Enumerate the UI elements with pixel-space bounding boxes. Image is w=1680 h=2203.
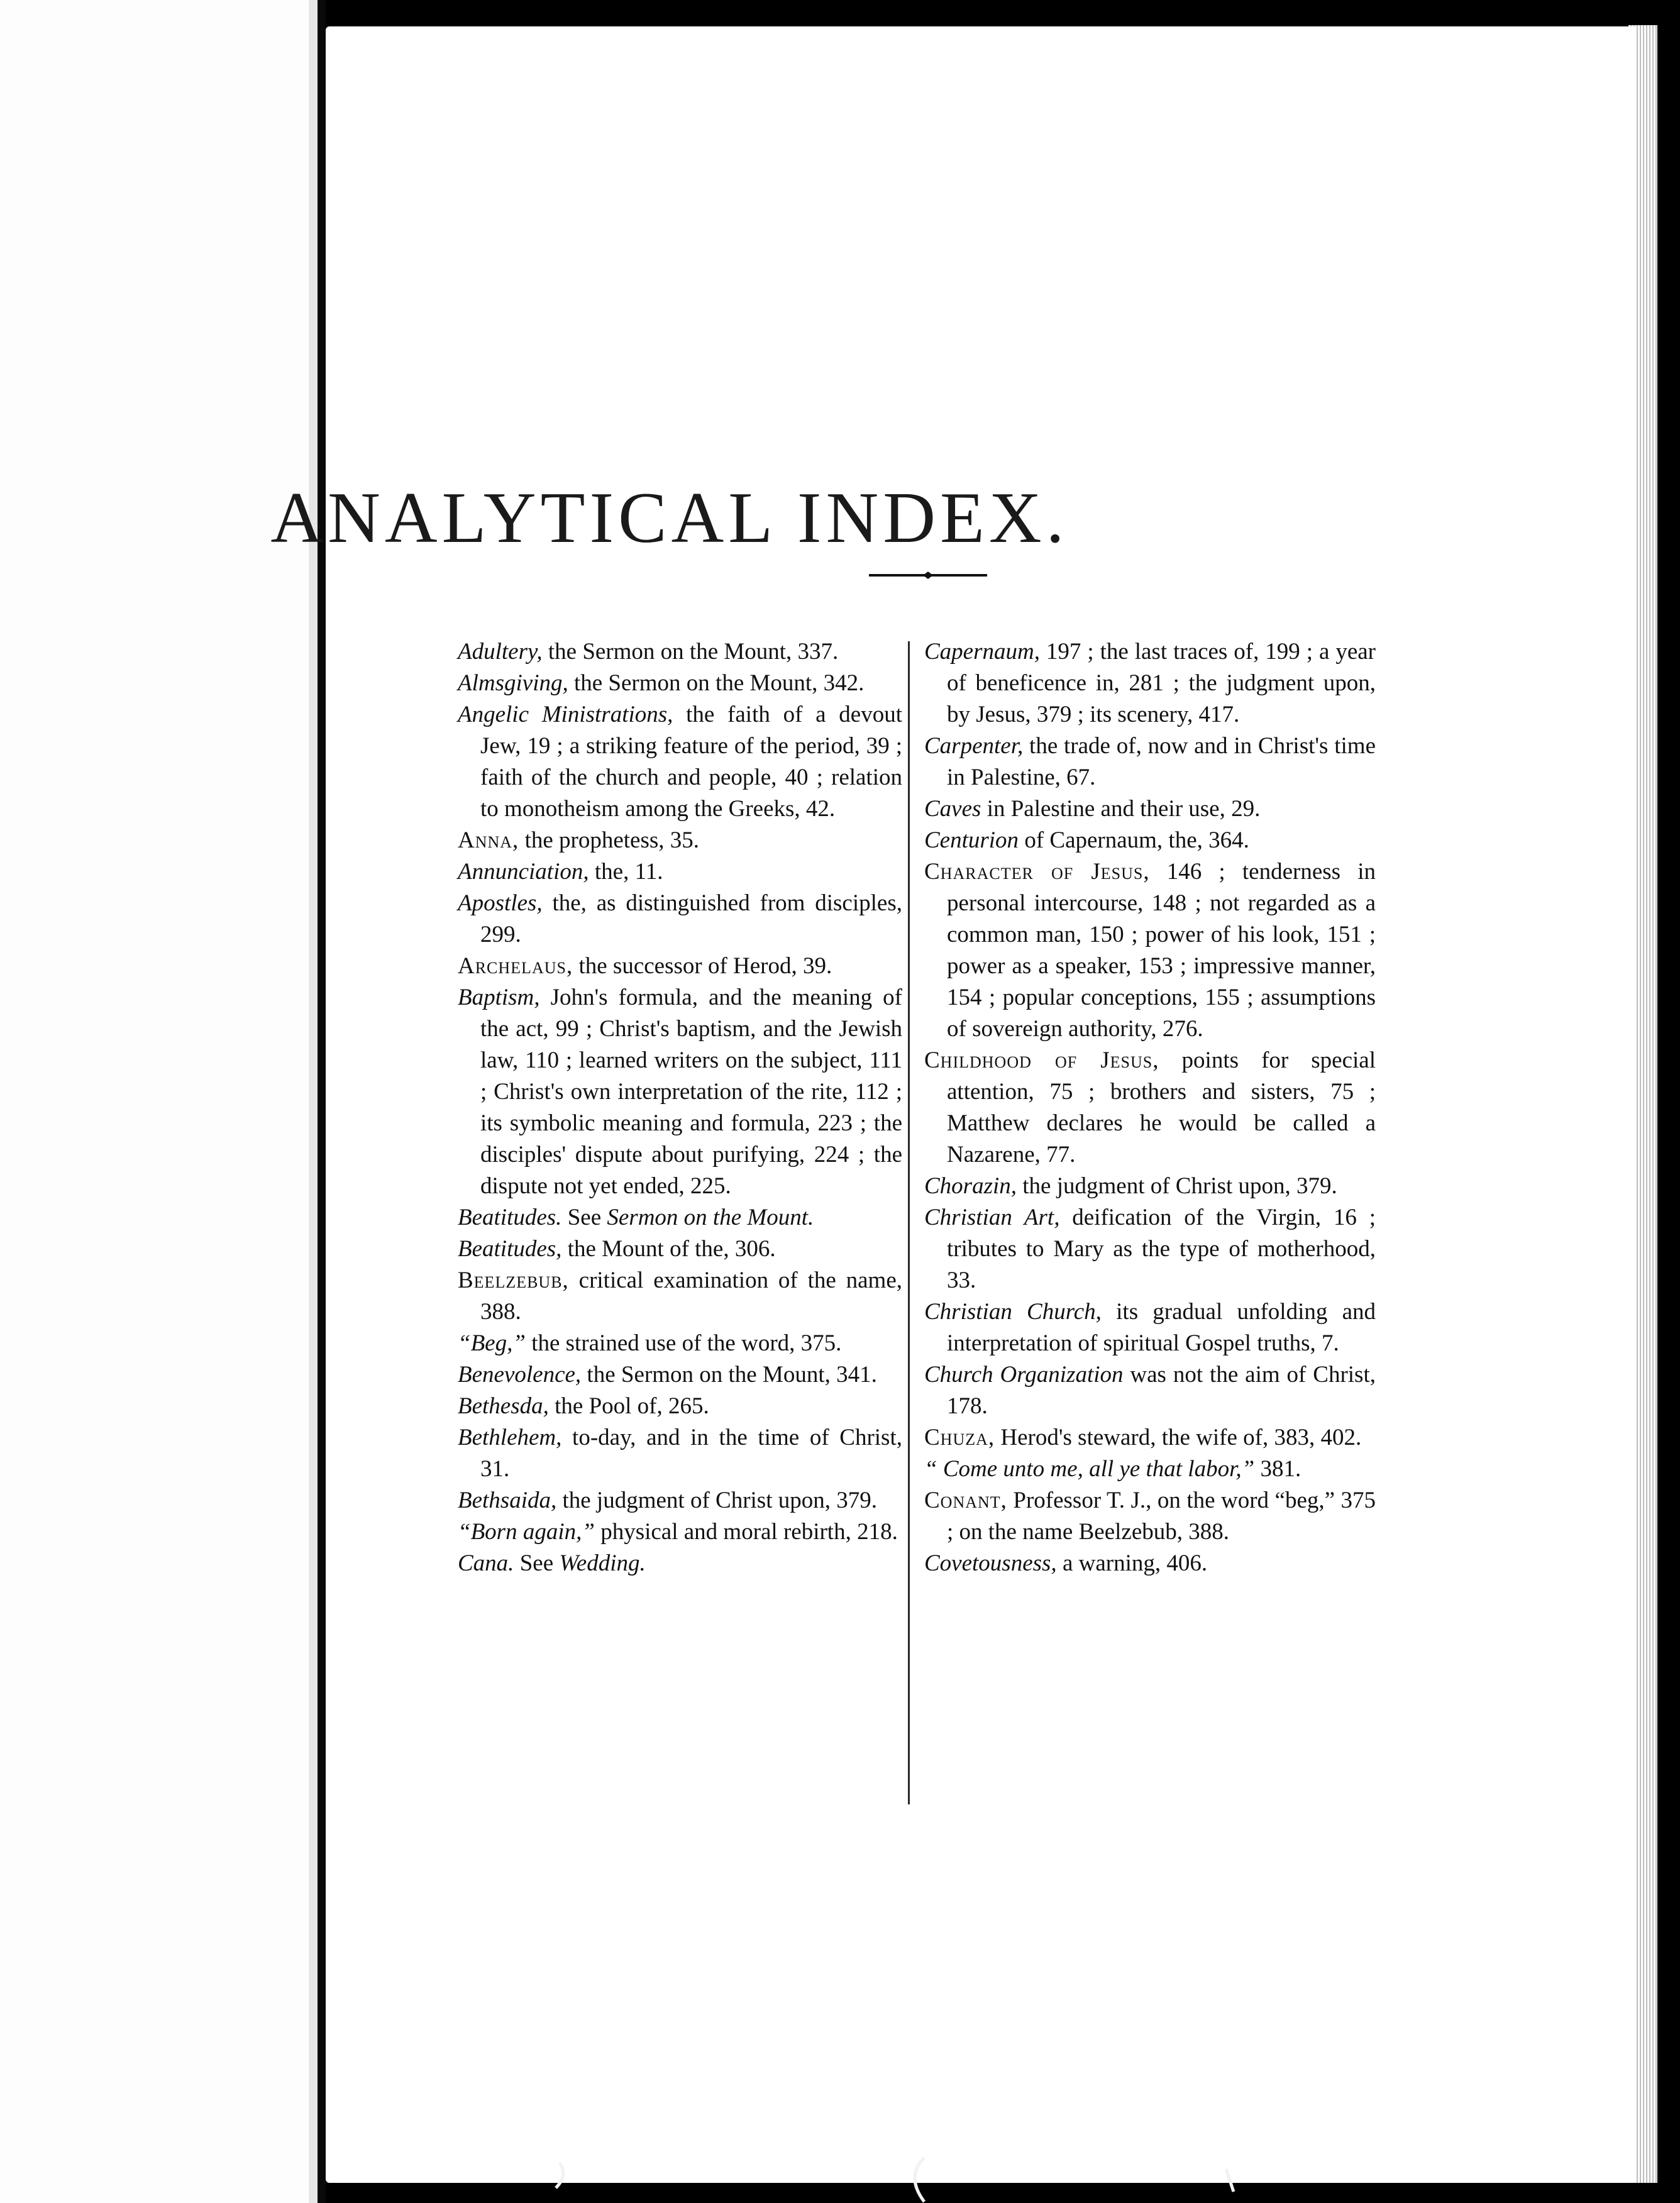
index-heading: Bethsaida, xyxy=(458,1488,557,1513)
facing-page xyxy=(0,0,318,2203)
index-text: See xyxy=(514,1550,560,1576)
title-ornament xyxy=(869,571,987,580)
index-heading: Beatitudes. xyxy=(458,1205,562,1230)
index-entry xyxy=(924,856,1376,1045)
index-text: the Pool of, 265. xyxy=(548,1393,709,1419)
index-text: the Mount of the, 306. xyxy=(561,1236,776,1262)
index-text: the faith of a devout Jew, 19 ; a striking feature of the period, 39 ; faith of the church and people, 40 ; relation to monotheism among the Greeks, 42. xyxy=(480,702,902,822)
index-entry xyxy=(458,1328,902,1359)
index-text: 197 ; the last traces of, 199 ; a year of beneficence in, 281 ; the judgment upon, by Jesus, 379 ; its scenery, 417. xyxy=(947,639,1376,727)
index-text: critical examination of the name, 388. xyxy=(480,1267,902,1325)
index-entry xyxy=(458,668,902,699)
index-text: in Palestine and their use, 29. xyxy=(981,796,1261,822)
index-heading: Archelaus, xyxy=(458,953,573,979)
index-heading: Apostles, xyxy=(458,890,543,916)
index-text: of Capernaum, the, 364. xyxy=(1019,827,1249,853)
index-entry xyxy=(924,731,1376,793)
index-text: the successor of Herod, 39. xyxy=(573,953,832,979)
page-title: ANALYTICAL INDEX. xyxy=(270,477,1069,558)
index-text: the judgment of Christ upon, 379. xyxy=(1017,1173,1337,1199)
index-entry xyxy=(458,1422,902,1485)
index-heading: Conant, xyxy=(924,1488,1007,1513)
index-heading: Church Organization xyxy=(924,1362,1124,1388)
index-heading: “Born again,” xyxy=(458,1519,595,1545)
index-heading: Cana. xyxy=(458,1550,514,1576)
index-heading: Covetousness, xyxy=(924,1550,1057,1576)
index-entry xyxy=(924,1045,1376,1171)
index-text: physical and moral rebirth, 218. xyxy=(594,1519,898,1545)
index-entry xyxy=(458,1202,902,1234)
index-text: its gradual unfolding and interpretation of spiritual Gospel truths, 7. xyxy=(947,1299,1376,1356)
index-heading: Benevolence, xyxy=(458,1362,582,1388)
index-text: the judgment of Christ upon, 379. xyxy=(556,1488,877,1513)
index-entry xyxy=(458,1359,902,1391)
index-entry xyxy=(458,1265,902,1328)
index-entry xyxy=(924,825,1376,856)
index-heading: Beelzebub, xyxy=(458,1267,569,1293)
index-heading: Carpenter, xyxy=(924,733,1024,759)
index-entry xyxy=(458,1548,902,1579)
index-text: the trade of, now and in Christ's time in Palestine, 67. xyxy=(947,733,1376,790)
index-heading: Character of Jesus, xyxy=(924,859,1150,885)
index-text: the Sermon on the Mount, 342. xyxy=(568,670,865,696)
index-cross-reference: Sermon on the Mount. xyxy=(607,1205,814,1230)
index-text: the Sermon on the Mount, 341. xyxy=(581,1362,877,1388)
index-heading: Chorazin, xyxy=(924,1173,1017,1199)
index-text: a warning, 406. xyxy=(1056,1550,1208,1576)
binding-gutter xyxy=(318,0,326,2203)
index-text: the strained use of the word, 375. xyxy=(525,1330,842,1356)
index-entry xyxy=(458,951,902,982)
index-text: Professor T. J., on the word “beg,” 375 ; on the name Beelzebub, 388. xyxy=(947,1488,1376,1545)
index-entry xyxy=(924,636,1376,731)
index-heading: Christian Church, xyxy=(924,1299,1102,1325)
index-cross-reference: Wedding. xyxy=(559,1550,646,1576)
index-entry xyxy=(924,1422,1376,1454)
index-entry xyxy=(458,825,902,856)
index-entry xyxy=(458,1516,902,1548)
index-text: See xyxy=(561,1205,607,1230)
index-text: John's formula, and the meaning of the act, 99 ; Christ's baptism, and the Jewish law, 110 ; learned writers on the subject, 111 ; Christ's own interpretation of the rite, 112 ; its symbolic meaning and formula, 223 ; the disciples' dispute about purifying, 224 ; the dispute not yet ended, 225. xyxy=(480,985,902,1199)
index-entry xyxy=(924,1202,1376,1296)
index-text: 381. xyxy=(1254,1456,1301,1482)
index-heading: Annunciation, xyxy=(458,859,589,885)
index-text: was not the aim of Christ, 178. xyxy=(947,1362,1376,1419)
index-heading: Beatitudes, xyxy=(458,1236,562,1262)
index-heading: Childhood of Jesus, xyxy=(924,1047,1159,1073)
index-heading: Bethesda, xyxy=(458,1393,549,1419)
index-heading: Capernaum, xyxy=(924,639,1040,665)
index-entry xyxy=(458,1234,902,1265)
page-fold xyxy=(309,0,318,2203)
index-entry xyxy=(924,1454,1376,1485)
index-text: the, as distinguished from disciples, 299. xyxy=(480,890,902,947)
index-entry xyxy=(924,1485,1376,1548)
index-text: the prophetess, 35. xyxy=(519,827,700,853)
index-heading: Chuza, xyxy=(924,1425,995,1450)
index-entry xyxy=(924,793,1376,825)
index-text: points for special attention, 75 ; brothers and sisters, 75 ; Matthew declares he would be called a Nazarene, 77. xyxy=(947,1047,1376,1168)
index-text: the Sermon on the Mount, 337. xyxy=(542,639,839,665)
index-entry xyxy=(924,1548,1376,1579)
index-heading: Caves xyxy=(924,796,981,822)
scan-marks xyxy=(547,2156,1239,2203)
index-text: 146 ; tenderness in personal intercourse, 148 ; not regarded as a common man, 150 ; power of his look, 151 ; power as a speaker, 153 ; impressive manner, 154 ; popular conceptions, 155 ; assumptions of sovereign authority, 276. xyxy=(947,859,1376,1042)
index-column-left xyxy=(458,636,902,1579)
index-column-right xyxy=(924,636,1376,1579)
index-entry xyxy=(924,1296,1376,1359)
index-heading: Adultery, xyxy=(458,639,543,665)
index-text: Herod's steward, the wife of, 383, 402. xyxy=(995,1425,1362,1450)
index-heading: Centurion xyxy=(924,827,1019,853)
index-heading: Angelic Ministrations, xyxy=(458,702,673,727)
index-entry xyxy=(458,982,902,1202)
index-entry xyxy=(458,888,902,951)
index-heading: “Beg,” xyxy=(458,1330,526,1356)
index-heading: Anna, xyxy=(458,827,519,853)
index-heading: Almsgiving, xyxy=(458,670,568,696)
index-text: the, 11. xyxy=(589,859,663,885)
index-heading: Bethlehem, xyxy=(458,1425,562,1450)
index-entry xyxy=(924,1171,1376,1202)
index-heading: Christian Art, xyxy=(924,1205,1060,1230)
index-entry xyxy=(924,1359,1376,1422)
index-entry xyxy=(458,856,902,888)
index-heading: Baptism, xyxy=(458,985,540,1010)
index-entry xyxy=(458,699,902,825)
column-divider xyxy=(908,641,910,1804)
index-heading: “ Come unto me, all ye that labor,” xyxy=(924,1456,1255,1482)
index-text: to-day, and in the time of Christ, 31. xyxy=(480,1425,902,1482)
index-text: deification of the Virgin, 16 ; tributes to Mary as the type of motherhood, 33. xyxy=(947,1205,1376,1293)
index-entry xyxy=(458,1485,902,1516)
index-entry xyxy=(458,636,902,668)
index-entry xyxy=(458,1391,902,1422)
